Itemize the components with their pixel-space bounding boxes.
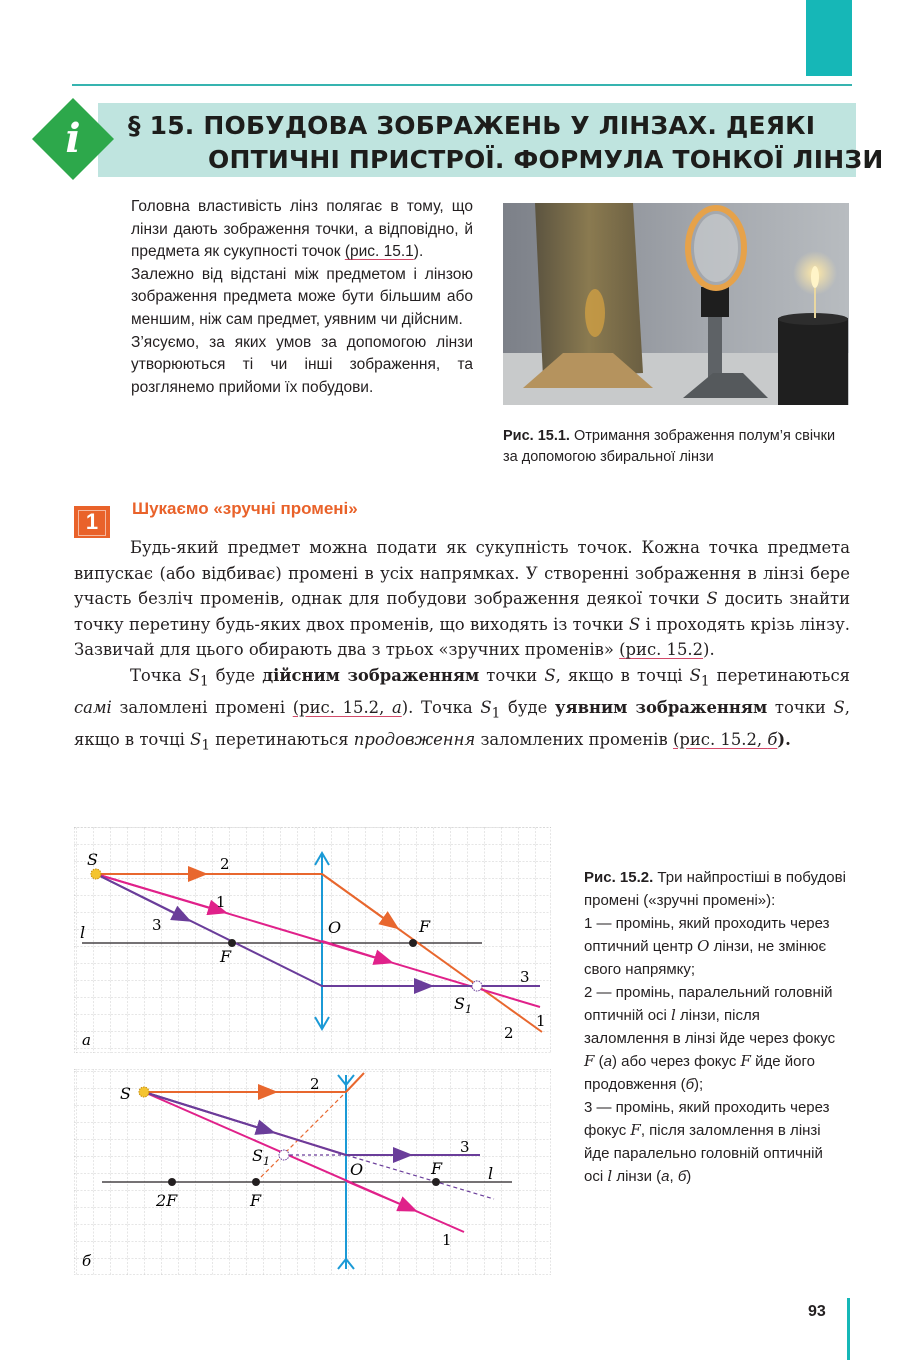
- intro-paragraph-1: Головна властивість лінз полягає в тому, що лінзи дають зображення точки, а відповідно, й предмета як сукупності точок (рис. 15.1).: [131, 198, 473, 261]
- label-axis-l: l: [80, 923, 86, 942]
- label-2F: 2F: [156, 1191, 178, 1210]
- intro-paragraph-3: З’ясуємо, за яких умов за допомогою лінзи утворюються ті чи інші зображення, та розглянемо прийоми їх побудови.: [131, 333, 473, 396]
- point-2F: [168, 1178, 176, 1186]
- section-heading: Шукаємо «зручні промені»: [132, 499, 358, 518]
- focus-point-left-b: [252, 1178, 260, 1186]
- label-F-right: F: [419, 917, 431, 936]
- panel-label-b: б: [82, 1252, 92, 1270]
- figure-15-2-caption: [584, 866, 846, 1188]
- diagram-a-converging-lens: [74, 827, 551, 1053]
- figure-ref-15-2a[interactable]: (рис. 15.2, а: [292, 697, 402, 717]
- label-ray-1: 1: [216, 893, 226, 911]
- label-O: O: [328, 918, 342, 937]
- label-S1-b: $S_1$: [252, 1146, 270, 1168]
- label-end-3: 3: [520, 968, 530, 986]
- label-end-2: 2: [504, 1024, 514, 1042]
- caption-ray-1: 1 — промінь, який проходить через оптичний центр O лінзи, не змінює свого напрямку;: [584, 915, 830, 978]
- panel-label-a: а: [82, 1031, 91, 1049]
- intro-text: [131, 196, 473, 399]
- focus-point-right-b: [432, 1178, 440, 1186]
- label-ray-2-b: 2: [310, 1075, 320, 1093]
- label-ray-1-b: 1: [442, 1231, 452, 1249]
- figure-ref-15-2[interactable]: (рис. 15.2: [619, 640, 704, 660]
- diagram-b-diverging-lens: [74, 1069, 551, 1275]
- title-line-2: ОПТИЧНІ ПРИСТРОЇ. ФОРМУЛА ТОНКОЇ ЛІНЗИ: [208, 145, 884, 174]
- page-title: [128, 109, 883, 177]
- point-S1-b: [279, 1150, 289, 1160]
- label-axis-l-b: l: [488, 1164, 494, 1183]
- top-rule: [72, 84, 852, 86]
- label-ray-2: 2: [220, 855, 230, 873]
- figure-ref-15-2b[interactable]: (рис. 15.2, б: [672, 729, 778, 749]
- label-S1: $S_1$: [454, 994, 472, 1016]
- focus-point-right: [409, 939, 417, 947]
- point-S-b: [139, 1087, 149, 1097]
- lens-candle-photo: [503, 203, 849, 405]
- body-paragraph-1: Будь-який предмет можна подати як сукупність точок. Кожна точка предмета випускає (або відбиває) промені в усіх напрямках. У створенні зображення в лінзі бере участь безліч променів, однак для побудови зображення деякої точки S досить знайти точку перетину будь-яких двох променів, що виходять із точки S і проходять крізь лінзу. Зазвичай для цього обирають два з трьох «зручних променів» (рис. 15.2).: [74, 538, 850, 660]
- body-text: [74, 535, 850, 759]
- label-F-right-b: F: [431, 1159, 443, 1178]
- chapter-tab: [806, 0, 852, 76]
- section-number-badge: 1: [74, 506, 110, 538]
- label-end-1: 1: [536, 1012, 546, 1030]
- figure-15-1-caption: Рис. 15.1. Отримання зображення полум’я свічки за допомогою збиральної лінзи: [503, 428, 836, 465]
- point-S: [91, 869, 101, 879]
- label-O-b: O: [350, 1160, 364, 1179]
- label-ray-3-b: 3: [460, 1138, 470, 1156]
- body-paragraph-2: Точка $S_1$ буде дійсним зображенням точки S, якщо в точці $S_1$ перетинаються самі заломлені промені (рис. 15.2, а). Точка $S_1$ буде уявним зображенням точки S, якщо в точці $S_1$ перетинаються продовження заломлених променів (рис. 15.2, б).: [74, 665, 850, 753]
- figure-ref-15-1[interactable]: (рис. 15.1: [344, 243, 414, 261]
- title-line-1: § 15. ПОБУДОВА ЗОБРАЖЕНЬ У ЛІНЗАХ. ДЕЯКІ: [128, 111, 816, 140]
- label-S-b: S: [120, 1084, 131, 1103]
- caption-intro: Рис. 15.2. Три найпростіші в побудові промені («зручні промені»):: [584, 869, 846, 909]
- intro-paragraph-2: Залежно від відстані між предметом і лінзою зображення предмета може бути більшим або меншим, ніж сам предмет, уявним чи дійсним.: [131, 265, 473, 328]
- page-number: 93: [808, 1303, 826, 1320]
- label-S: S: [87, 850, 98, 869]
- caption-ray-3: 3 — промінь, який проходить через фокус F, після заломлення в лінзі йде паралельно головній оптичній осі l лінзи (а, б): [584, 1099, 830, 1185]
- caption-ray-2: 2 — промінь, паралельний головній оптичній осі l лінзи, після заломлення в лінзі йде через фокус F (а) або через фокус F йде його продовження (б);: [584, 984, 836, 1093]
- point-S1: [472, 981, 482, 991]
- focus-point-left: [228, 939, 236, 947]
- page-number-bar: [847, 1298, 850, 1360]
- label-F-left-b: F: [250, 1191, 262, 1210]
- label-ray-3: 3: [152, 916, 162, 934]
- info-icon-letter: i: [65, 115, 81, 162]
- label-F-left: F: [220, 947, 232, 966]
